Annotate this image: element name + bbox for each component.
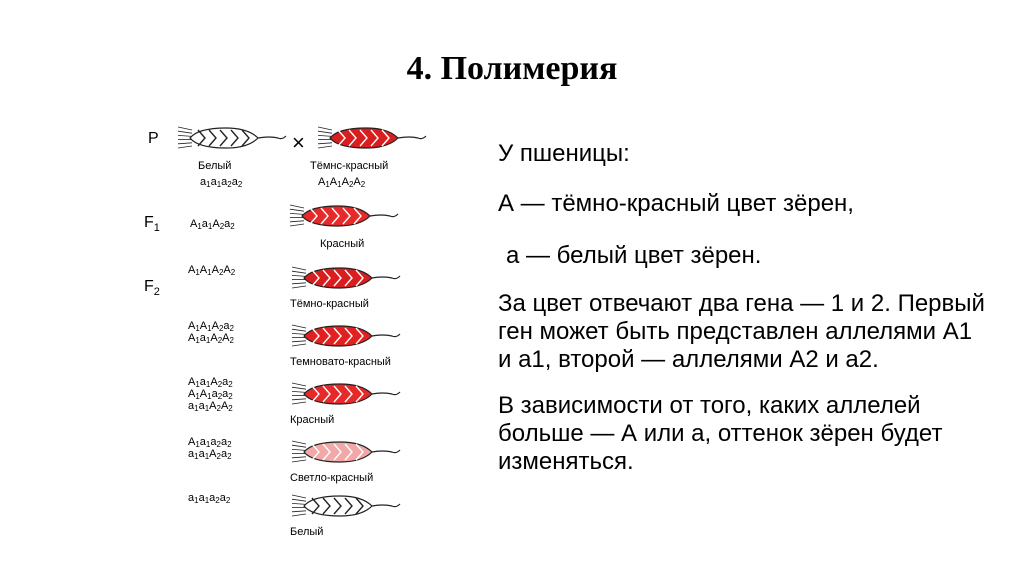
- f2-phenotype-label: Тёмно-красный: [290, 298, 369, 310]
- f2-genotype: $a_1a_1A_2A_2$: [188, 400, 233, 413]
- parent-dark-red-label: Тёмнс-красный: [310, 160, 389, 172]
- wheat-ear-f2: [282, 380, 412, 408]
- f1-genotype: $A_1a_1A_2a_2$: [190, 218, 235, 231]
- paragraph-shade: В зависимости от того, каких аллелей больше — А или а, оттенок зёрен будет изменяться.: [498, 392, 943, 475]
- wheat-ear-white-parent: [178, 124, 288, 152]
- cross-symbol: ×: [292, 130, 305, 155]
- parent-dark-red-genotype: $A_1A_1A_2A_2$: [318, 176, 366, 189]
- wheat-ear-f2: [282, 492, 412, 520]
- generation-f1-label: $F_1$: [144, 214, 160, 235]
- f2-genotype: $a_1a_1A_2a_2$: [188, 448, 232, 461]
- wheat-ear-f2: [282, 322, 412, 350]
- wheat-ear-f2: [282, 438, 412, 466]
- generation-p-label: P: [148, 130, 159, 147]
- f2-genotype: $A_1a_1A_2A_2$: [188, 332, 234, 345]
- f2-genotype: $a_1a_1a_2a_2$: [188, 492, 231, 505]
- paragraph-wheat: У пшеницы:: [498, 140, 630, 167]
- paragraph-two-genes: За цвет отвечают два гена — 1 и 2. Первый ген может быть представлен аллелями А1 и а1, второй — аллелями А2 и а2.: [498, 290, 985, 373]
- wheat-ear-dark-red-parent: [318, 124, 428, 152]
- wheat-ear-f1-red: [280, 202, 410, 230]
- f2-genotype: $A_1A_1A_2A_2$: [188, 264, 236, 277]
- f2-phenotype-label: Светло-красный: [290, 472, 374, 484]
- f2-phenotype-label: Темновато-красный: [290, 356, 391, 368]
- paragraph-dominant-allele: А — тёмно-красный цвет зёрен,: [498, 190, 854, 217]
- paragraph-recessive-allele: а — белый цвет зёрен.: [506, 242, 762, 269]
- f1-phenotype-label: Красный: [320, 238, 365, 250]
- parent-white-label: Белый: [198, 160, 232, 172]
- explanation-text: [498, 140, 988, 476]
- f2-genotype: $A_1a_1A_2a_2$: [188, 376, 233, 389]
- wheat-ear-f2: [282, 264, 412, 292]
- slide-title: 4. Полимерия: [406, 50, 618, 87]
- f2-genotype: $A_1A_1a_2a_2$: [188, 388, 233, 401]
- f2-genotype: $A_1a_1a_2a_2$: [188, 436, 232, 449]
- f2-phenotype-label: Белый: [290, 526, 324, 538]
- parent-white-genotype: $a_1a_1a_2a_2$: [200, 176, 243, 189]
- generation-f2-label: $F_2$: [144, 278, 160, 299]
- f2-phenotype-label: Красный: [290, 414, 335, 426]
- f2-genotype: $A_1A_1A_2a_2$: [188, 320, 234, 333]
- wheat-polymery-diagram: [140, 118, 430, 558]
